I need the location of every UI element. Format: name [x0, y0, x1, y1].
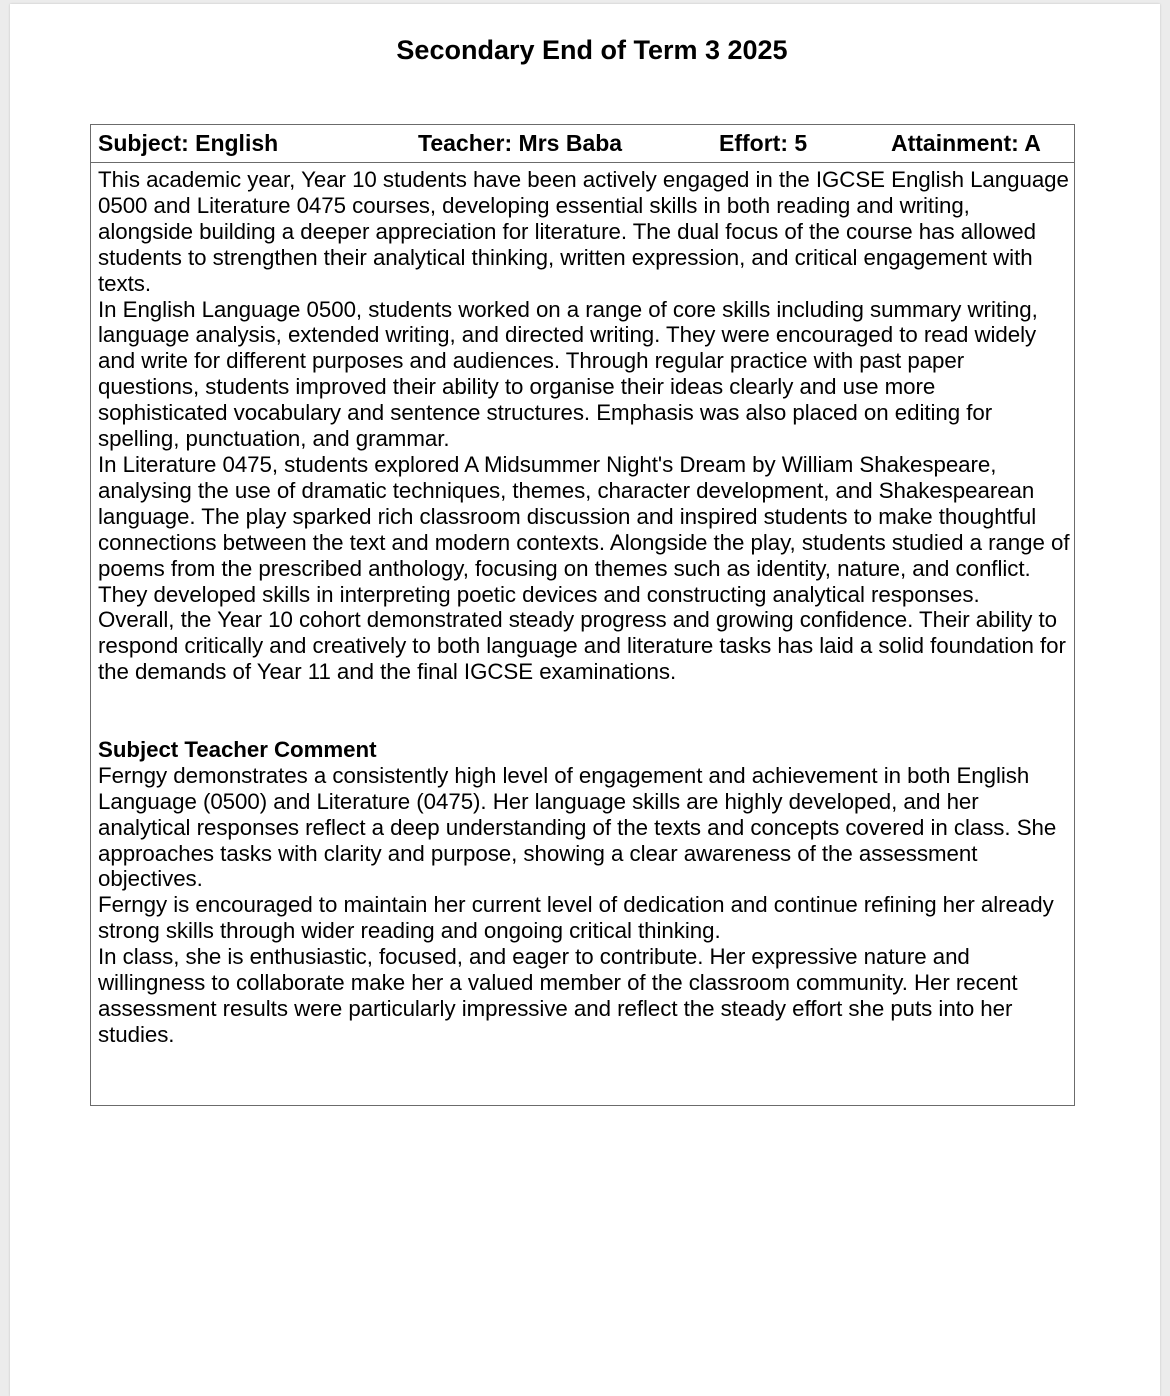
overview-paragraph: This academic year, Year 10 students have been actively engaged in the IGCSE English Language 0500 and Literature 0475 courses, developing essential skills in both reading and writing, alongside building a deeper appreciation for literature. The dual focus of the course has allowed students to strengthen their analytical thinking, written expression, and critical engagement with texts.: [98, 167, 1069, 296]
attainment-label: Attainment: A: [891, 130, 1041, 156]
comment-paragraph: In class, she is enthusiastic, focused, and eager to contribute. Her expressive nature and willingness to collaborate make her a valued member of the classroom community. Her recent assessment results were particularly impressive and reflect the steady effort she puts into her studies.: [98, 944, 1018, 1047]
comment-paragraph: Ferngy demonstrates a consistently high level of engagement and achievement in both English Language (0500) and Literature (0475). Her language skills are highly developed, and her analytical responses reflect a deep understanding of the texts and concepts covered in class. She approaches tasks with clarity and purpose, showing a clear awareness of the assessment objectives.: [98, 762, 1057, 892]
subject-label: Subject: English: [98, 130, 279, 156]
teacher-label: Teacher: Mrs Baba: [418, 130, 623, 156]
teacher-comment-heading: Subject Teacher Comment: [98, 736, 377, 762]
subject-report-box: [90, 124, 1075, 1106]
report-body: [91, 163, 1074, 1048]
effort-label: Effort: 5: [719, 130, 808, 156]
report-header-row: [91, 125, 1074, 163]
overview-paragraph: In Literature 0475, students explored A Midsummer Night's Dream by William Shakespeare, analysing the use of dramatic techniques, themes, character development, and Shakespearean language. The play sparked rich classroom discussion and inspired students to make thoughtful connections between the text and modern contexts. Alongside the play, students studied a range of poems from the prescribed anthology, focusing on themes such as identity, nature, and conflict. They developed skills in interpreting poetic devices and constructing analytical responses.: [98, 451, 1070, 607]
report-page: [10, 4, 1160, 1396]
overview-paragraph: Overall, the Year 10 cohort demonstrated steady progress and growing confidence. Their ability to respond critically and creatively to both language and literature tasks has laid a solid foundation for the demands of Year 11 and the final IGCSE examinations.: [98, 607, 1066, 685]
page-title: Secondary End of Term 3 2025: [396, 35, 788, 65]
section-spacer: [98, 685, 1070, 737]
overview-paragraph: In English Language 0500, students worked on a range of core skills including summary writing, language analysis, extended writing, and directed writing. They were encouraged to read widely and write for different purposes and audiences. Through regular practice with past paper questions, students improved their ability to organise their ideas clearly and use more sophisticated vocabulary and sentence structures. Emphasis was also placed on editing for spelling, punctuation, and grammar.: [98, 296, 1038, 452]
comment-paragraph: Ferngy is encouraged to maintain her current level of dedication and continue refining her already strong skills through wider reading and ongoing critical thinking.: [98, 892, 1054, 944]
